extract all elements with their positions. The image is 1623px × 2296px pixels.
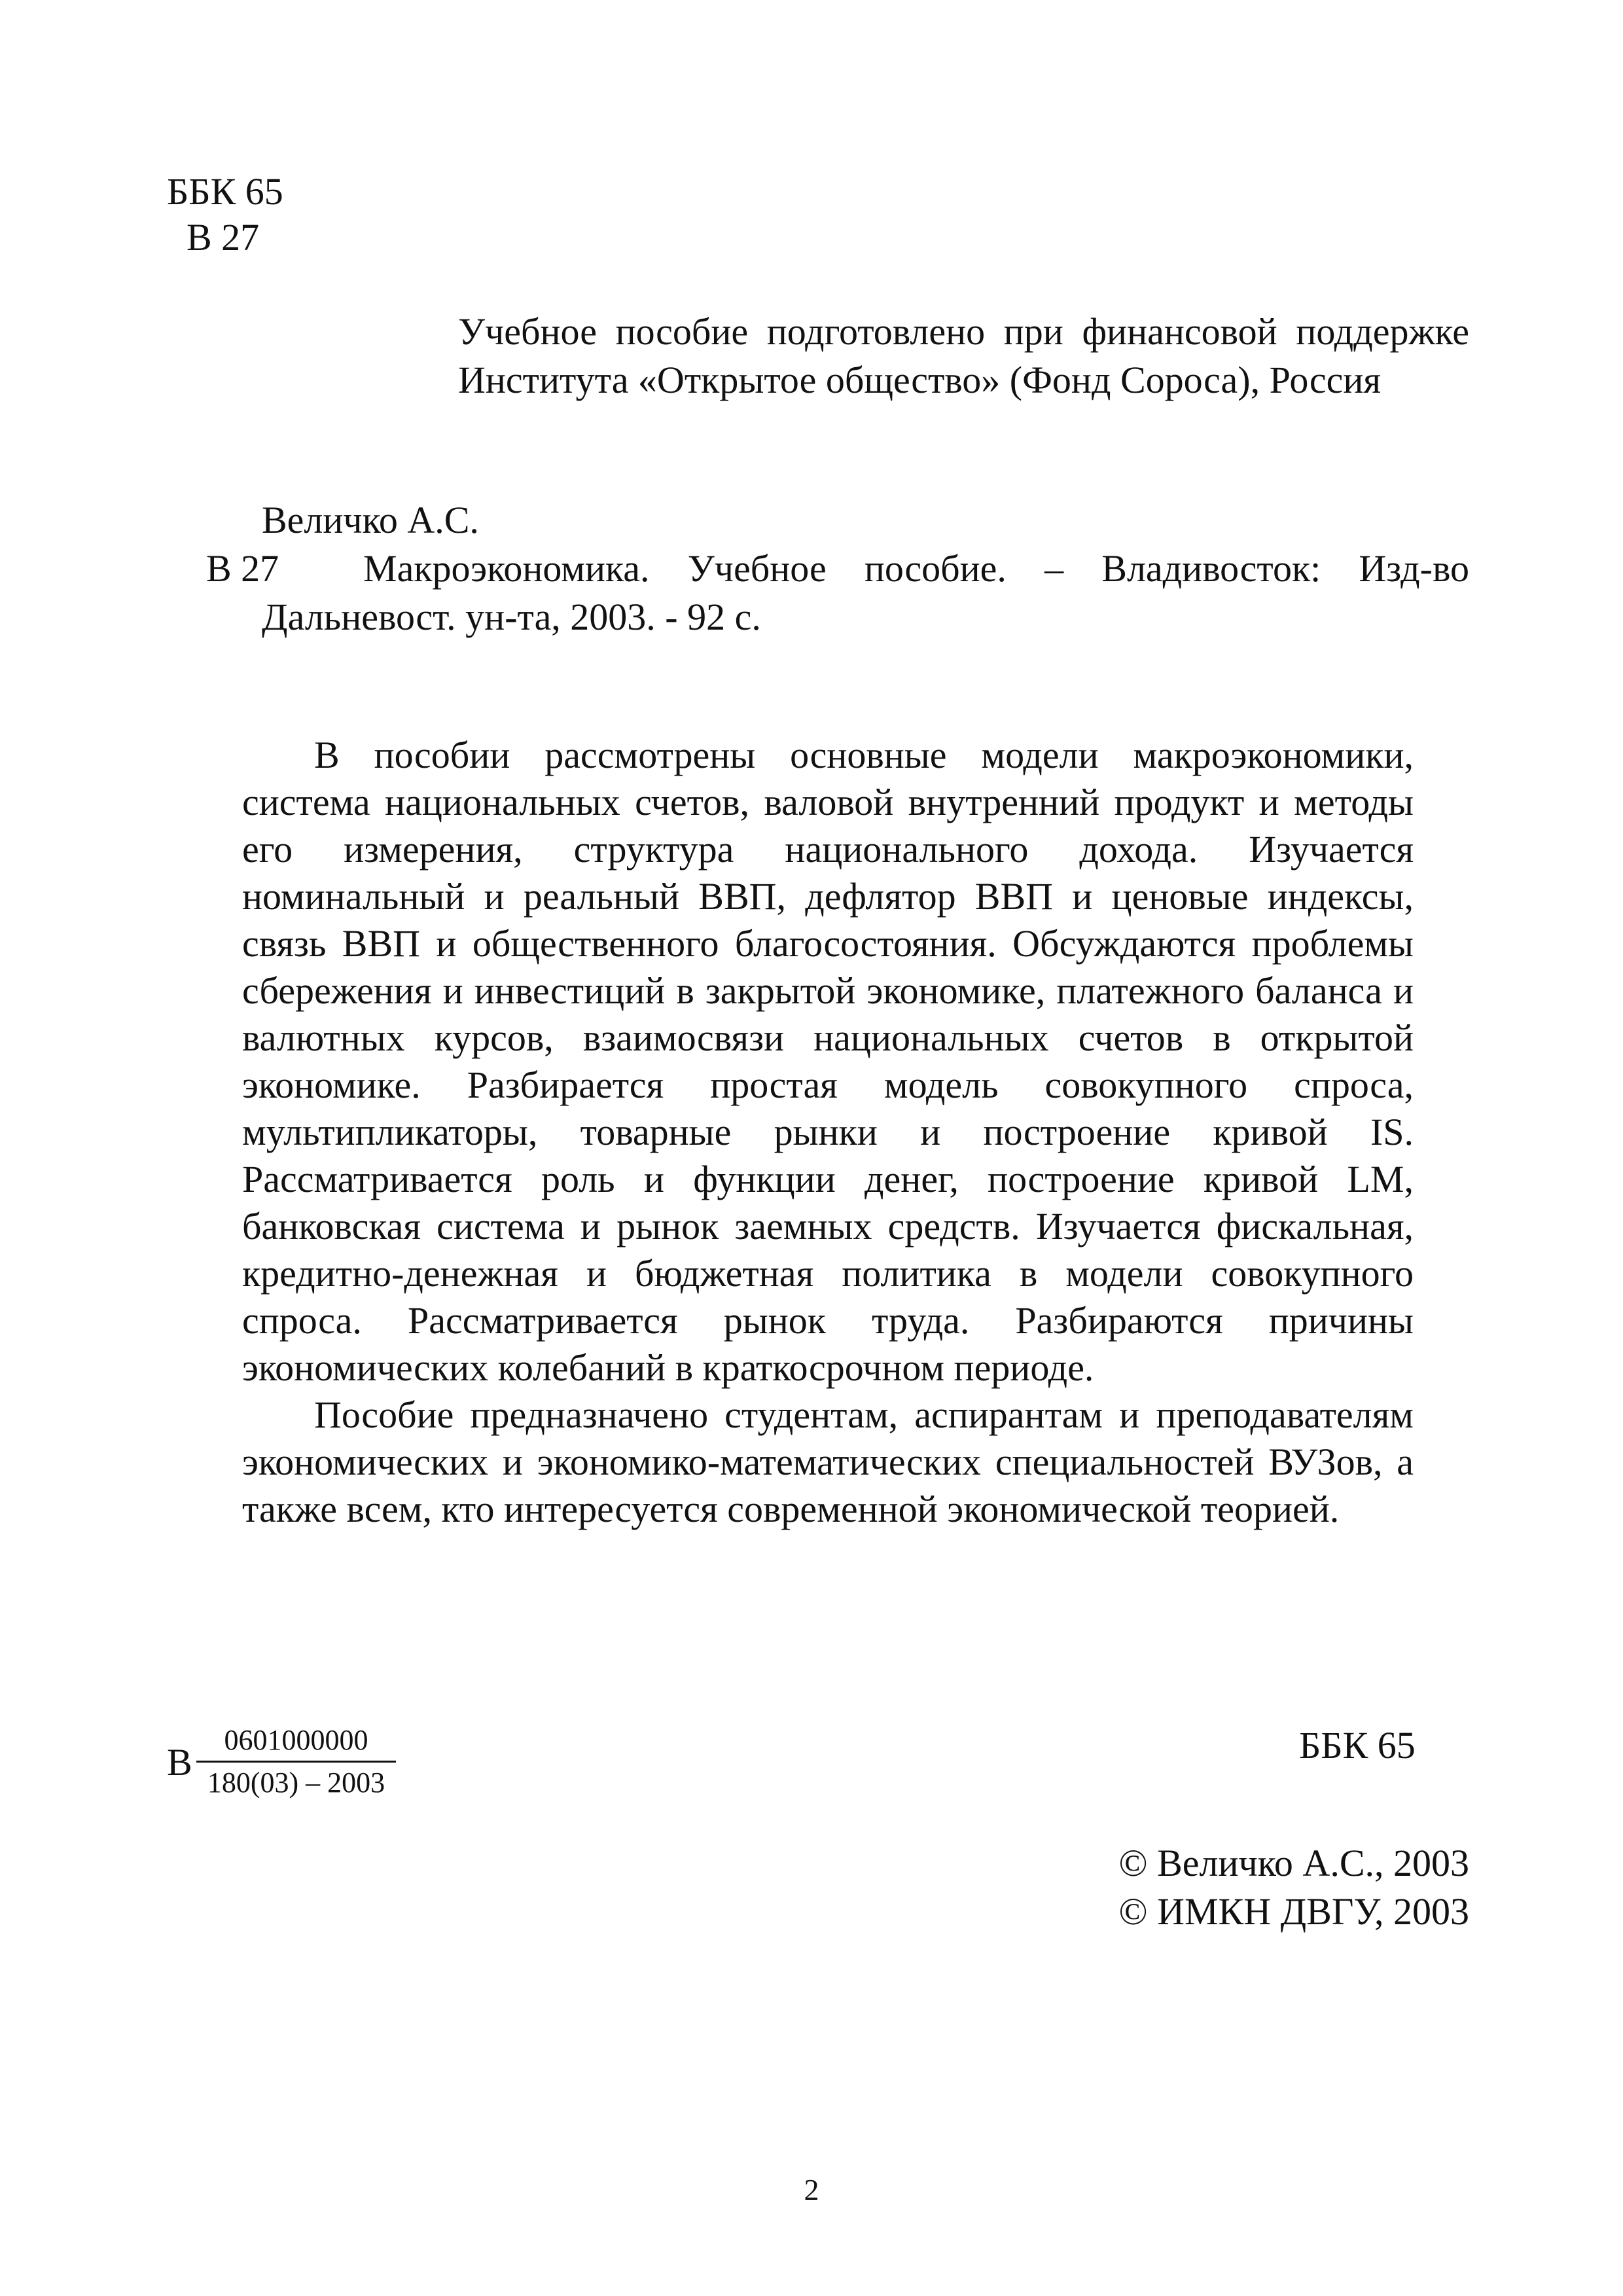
author-name: Величко А.С. xyxy=(262,499,479,541)
copyright-institution: © ИМКН ДВГУ, 2003 xyxy=(1118,1890,1469,1933)
abstract xyxy=(242,732,1414,1533)
author-mark-bib: В 27 xyxy=(206,547,279,590)
abstract-paragraph-2: Пособие предназначено студентам, аспирантам и преподавателям экономических и экономико-математических специальностей ВУЗов, а также всем, кто интересуется современной экономической теорией. xyxy=(242,1393,1414,1530)
classification-numerator: 0601000000 xyxy=(196,1723,396,1763)
bbk-code-bottom: ББК 65 xyxy=(1299,1724,1416,1767)
abstract-paragraph-1: В пособии рассмотрены основные модели макроэкономики, система национальных счетов, валовой внутренний продукт и методы его измерения, структура национального дохода. Изучается номинальный и реальный ВВП, дефлятор ВВП и ценовые индексы, связь ВВП и общественного благосостояния. Обсуждаются проблемы сбережения и инвестиций в закрытой экономике, платежного баланса и валютных курсов, взаимосвязи национальных счетов в открытой экономике. Разбирается простая модель совокупного спроса, мультипликаторы, товарные рынки и построение кривой IS. Рассматривается роль и функции денег, построение кривой LM, банковская система и рынок заемных средств. Изучается фискальная, кредитно-денежная и бюджетная политика в модели совокупного спроса. Рассматривается рынок труда. Разбираются причины экономических колебаний в краткосрочном периоде. xyxy=(242,734,1414,1389)
copyright-author: © Величко А.С., 2003 xyxy=(1118,1842,1469,1884)
classification-denominator: 180(03) – 2003 xyxy=(207,1767,385,1799)
page-number: 2 xyxy=(804,2173,819,2206)
bbk-code-top: ББК 65 xyxy=(167,170,283,213)
copyright-block xyxy=(1047,1839,1469,1936)
bibliographic-description: Макроэкономика. Учебное пособие. – Владивосток: Изд-во Дальневост. ун-та, 2003. - 92 с. xyxy=(262,547,1469,638)
funding-note: Учебное пособие подготовлено при финансовой поддержке Института «Открытое общество» (Фонд Сороса), Россия xyxy=(458,310,1469,401)
author-mark-top: В 27 xyxy=(187,216,260,259)
classification-letter: В xyxy=(167,1741,192,1784)
classification-fraction xyxy=(196,1723,396,1801)
